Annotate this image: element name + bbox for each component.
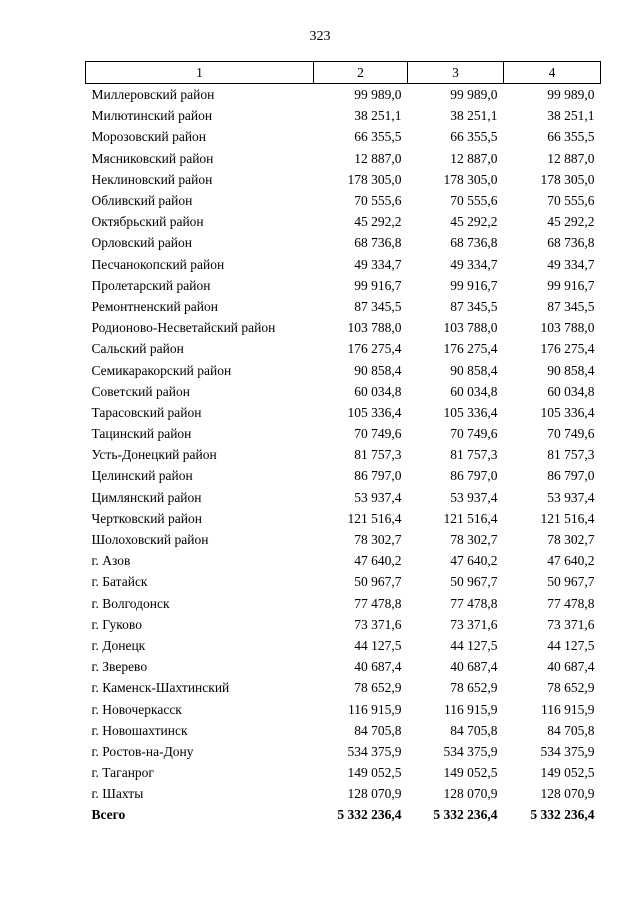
- row-value: 50 967,7: [547, 574, 595, 590]
- table-row: [86, 275, 601, 296]
- row-value: 68 736,8: [354, 235, 402, 251]
- row-value: 116 915,9: [348, 701, 402, 717]
- row-value: 49 334,7: [547, 256, 595, 272]
- row-label: г. Батайск: [91, 574, 148, 590]
- row-value: 121 516,4: [347, 510, 402, 526]
- table-row: [86, 656, 601, 677]
- table-row: [86, 698, 601, 719]
- row-value: 178 305,0: [347, 171, 402, 187]
- row-value: 12 887,0: [450, 150, 498, 166]
- row-value: 128 070,9: [443, 786, 498, 802]
- row-value: 40 687,4: [547, 659, 595, 675]
- row-value: 38 251,1: [450, 108, 498, 124]
- row-label: Песчанокопский район: [91, 256, 225, 272]
- row-value: 78 652,9: [354, 680, 402, 696]
- row-label: Миллеровский район: [91, 87, 215, 103]
- row-value: 99 989,0: [354, 87, 402, 103]
- row-label: Чертковский район: [91, 510, 202, 526]
- row-value: 70 555,6: [450, 193, 498, 209]
- row-value: 105 336,4: [443, 404, 498, 420]
- page-number: 323: [309, 29, 331, 44]
- row-label: Милютинский район: [91, 108, 213, 124]
- row-value: 87 345,5: [450, 298, 498, 314]
- table-row: [86, 720, 601, 741]
- row-label: г. Новочеркасск: [91, 701, 182, 717]
- row-value: 44 127,5: [354, 637, 402, 653]
- row-value: 84 705,8: [450, 722, 498, 738]
- row-value: 99 916,7: [450, 277, 498, 293]
- row-value: 128 070,9: [540, 786, 595, 802]
- row-value: 70 749,6: [450, 426, 498, 442]
- row-value: 121 516,4: [443, 510, 498, 526]
- table-row: [86, 635, 601, 656]
- row-label: г. Таганрог: [91, 765, 154, 781]
- column-header: 1: [86, 62, 314, 84]
- table-row: [86, 254, 601, 275]
- table-row: [86, 232, 601, 253]
- row-value: 103 788,0: [347, 320, 402, 336]
- row-value: 68 736,8: [450, 235, 498, 251]
- row-value: 45 292,2: [547, 214, 595, 230]
- row-value: 78 652,9: [450, 680, 498, 696]
- row-label: Цимлянский район: [91, 489, 202, 505]
- row-value: 45 292,2: [450, 214, 498, 230]
- row-value: 99 916,7: [354, 277, 402, 293]
- row-value: 103 788,0: [540, 320, 595, 336]
- table-row: [86, 296, 601, 317]
- row-value: 99 989,0: [547, 87, 595, 103]
- row-value: 5 332 236,4: [530, 807, 595, 823]
- row-value: 5 332 236,4: [337, 807, 402, 823]
- row-label: г. Гуково: [91, 616, 142, 632]
- row-value: 99 989,0: [450, 87, 498, 103]
- row-label: г. Азов: [91, 553, 131, 569]
- row-value: 86 797,0: [450, 468, 498, 484]
- table-row: [86, 550, 601, 571]
- table-row: [86, 508, 601, 529]
- row-value: 78 302,7: [450, 532, 498, 548]
- table-row: [86, 148, 601, 169]
- row-value: 40 687,4: [354, 659, 402, 675]
- table-row: [86, 381, 601, 402]
- row-value: 47 640,2: [450, 553, 498, 569]
- table-row: [86, 169, 601, 190]
- row-value: 66 355,5: [450, 129, 498, 145]
- row-value: 12 887,0: [354, 150, 402, 166]
- row-label: г. Волгодонск: [91, 595, 170, 611]
- row-value: 128 070,9: [347, 786, 402, 802]
- row-value: 90 858,4: [450, 362, 498, 378]
- row-value: 73 371,6: [547, 616, 595, 632]
- row-label: г. Каменск-Шахтинский: [91, 680, 230, 696]
- table-row: [86, 211, 601, 232]
- row-value: 105 336,4: [540, 404, 595, 420]
- row-value: 53 937,4: [354, 489, 402, 505]
- row-value: 38 251,1: [547, 108, 595, 124]
- row-value: 47 640,2: [547, 553, 595, 569]
- table-body: [86, 84, 601, 826]
- table-row: [86, 402, 601, 423]
- row-value: 534 375,9: [540, 743, 595, 759]
- row-label: Семикаракорский район: [91, 362, 232, 378]
- row-value: 38 251,1: [354, 108, 402, 124]
- row-label: Шолоховский район: [91, 532, 209, 548]
- row-label: Советский район: [91, 383, 190, 399]
- table-row: [86, 783, 601, 804]
- row-value: 86 797,0: [354, 468, 402, 484]
- row-value: 81 757,3: [354, 447, 402, 463]
- row-value: 60 034,8: [450, 383, 498, 399]
- row-value: 50 967,7: [354, 574, 402, 590]
- row-label: г. Зверево: [91, 659, 148, 675]
- row-value: 86 797,0: [547, 468, 595, 484]
- row-label: Всего: [91, 807, 126, 823]
- row-value: 87 345,5: [547, 298, 595, 314]
- row-value: 70 749,6: [354, 426, 402, 442]
- table-row: [86, 84, 601, 106]
- row-label: Родионово-Несветайский район: [91, 320, 276, 336]
- row-value: 53 937,4: [450, 489, 498, 505]
- table-row: [86, 359, 601, 380]
- row-value: 149 052,5: [540, 765, 595, 781]
- row-value: 53 937,4: [547, 489, 595, 505]
- row-value: 73 371,6: [354, 616, 402, 632]
- row-value: 81 757,3: [547, 447, 595, 463]
- table-row: [86, 423, 601, 444]
- row-label: г. Новошахтинск: [91, 722, 188, 738]
- row-value: 534 375,9: [443, 743, 498, 759]
- row-label: Неклиновский район: [91, 171, 213, 187]
- row-label: Октябрьский район: [91, 214, 204, 230]
- row-value: 84 705,8: [354, 722, 402, 738]
- row-label: Целинский район: [91, 468, 193, 484]
- row-value: 78 652,9: [547, 680, 595, 696]
- row-value: 44 127,5: [450, 637, 498, 653]
- row-value: 50 967,7: [450, 574, 498, 590]
- row-value: 99 916,7: [547, 277, 595, 293]
- row-value: 12 887,0: [547, 150, 595, 166]
- table-row: [86, 444, 601, 465]
- budget-table: [85, 61, 601, 826]
- row-value: 176 275,4: [540, 341, 595, 357]
- row-value: 45 292,2: [354, 214, 402, 230]
- table-header-row: [86, 62, 601, 84]
- row-value: 47 640,2: [354, 553, 402, 569]
- row-label: г. Донецк: [91, 637, 146, 653]
- row-value: 5 332 236,4: [433, 807, 498, 823]
- row-value: 87 345,5: [354, 298, 402, 314]
- row-value: 176 275,4: [443, 341, 498, 357]
- row-value: 534 375,9: [347, 743, 402, 759]
- row-label: Тацинский район: [91, 426, 192, 442]
- column-header: 2: [314, 62, 408, 84]
- row-label: Обливский район: [91, 193, 193, 209]
- row-value: 121 516,4: [540, 510, 595, 526]
- row-value: 70 555,6: [354, 193, 402, 209]
- column-header: 4: [504, 62, 601, 84]
- row-value: 116 915,9: [541, 701, 595, 717]
- row-value: 90 858,4: [354, 362, 402, 378]
- row-value: 84 705,8: [547, 722, 595, 738]
- row-value: 116 915,9: [444, 701, 498, 717]
- row-value: 60 034,8: [354, 383, 402, 399]
- table-row: [86, 571, 601, 592]
- row-value: 178 305,0: [443, 171, 498, 187]
- row-label: Тарасовский район: [91, 404, 202, 420]
- column-header: 3: [408, 62, 504, 84]
- row-value: 149 052,5: [347, 765, 402, 781]
- row-label: г. Ростов-на-Дону: [91, 743, 194, 759]
- row-value: 70 749,6: [547, 426, 595, 442]
- row-label: Пролетарский район: [91, 277, 211, 293]
- row-value: 77 478,8: [450, 595, 498, 611]
- row-value: 44 127,5: [547, 637, 595, 653]
- row-value: 49 334,7: [450, 256, 498, 272]
- table-row: [86, 529, 601, 550]
- row-value: 40 687,4: [450, 659, 498, 675]
- row-value: 176 275,4: [347, 341, 402, 357]
- table-row: [86, 338, 601, 359]
- table-row: [86, 465, 601, 486]
- row-value: 66 355,5: [547, 129, 595, 145]
- row-label: Усть-Донецкий район: [91, 447, 217, 463]
- row-value: 68 736,8: [547, 235, 595, 251]
- row-label: Морозовский район: [91, 129, 207, 145]
- row-value: 78 302,7: [354, 532, 402, 548]
- row-value: 66 355,5: [354, 129, 402, 145]
- row-value: 149 052,5: [443, 765, 498, 781]
- table-row: [86, 126, 601, 147]
- row-value: 78 302,7: [547, 532, 595, 548]
- row-value: 73 371,6: [450, 616, 498, 632]
- table-row: [86, 762, 601, 783]
- row-value: 60 034,8: [547, 383, 595, 399]
- table-total-row: [86, 804, 601, 825]
- row-value: 81 757,3: [450, 447, 498, 463]
- table-row: [86, 741, 601, 762]
- table-row: [86, 614, 601, 635]
- row-label: Ремонтненский район: [91, 298, 218, 314]
- row-label: г. Шахты: [91, 786, 144, 802]
- row-label: Сальский район: [91, 341, 184, 357]
- table-row: [86, 593, 601, 614]
- row-value: 105 336,4: [347, 404, 402, 420]
- row-label: Орловский район: [91, 235, 192, 251]
- row-value: 178 305,0: [540, 171, 595, 187]
- row-value: 70 555,6: [547, 193, 595, 209]
- row-label: Мясниковский район: [91, 150, 214, 166]
- row-value: 90 858,4: [547, 362, 595, 378]
- table-row: [86, 105, 601, 126]
- row-value: 103 788,0: [443, 320, 498, 336]
- row-value: 49 334,7: [354, 256, 402, 272]
- table-row: [86, 317, 601, 338]
- table-row: [86, 190, 601, 211]
- row-value: 77 478,8: [354, 595, 402, 611]
- table-row: [86, 677, 601, 698]
- row-value: 77 478,8: [547, 595, 595, 611]
- table-row: [86, 487, 601, 508]
